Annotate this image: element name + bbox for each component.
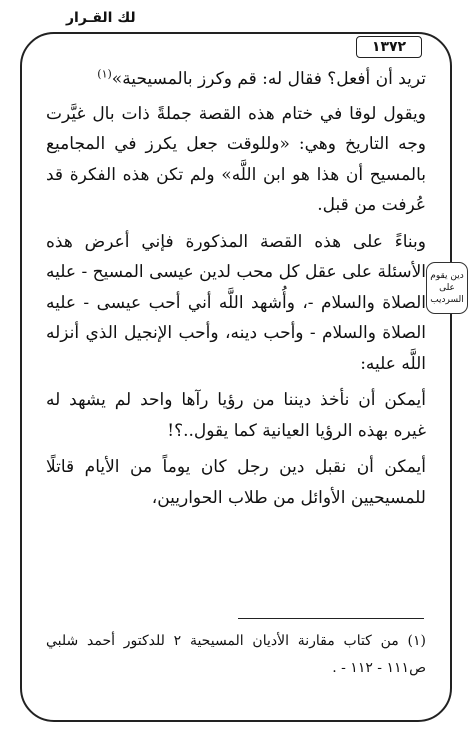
running-header-title: لك القـرار [62, 10, 140, 26]
margin-note-line-2: على [439, 283, 455, 293]
paragraph-5: أيمكن أن نقبل دين رجل كان يوماً من الأيام قاتلًا للمسيحيين الأوائل من طلاب الحواريين، [46, 457, 426, 508]
margin-note-line-3: السرديب [430, 295, 464, 305]
paragraph-4: أيمكن أن نأخذ ديننا من رؤيا رآها واحد لم يشهد له غيره بهذه الرؤيا العيانية كما يقول..؟! [46, 390, 426, 441]
footnote-divider [238, 618, 424, 619]
page-number: ١٣٧٢ [356, 36, 422, 58]
main-text [46, 64, 426, 519]
paragraph-2: ويقول لوقا في ختام هذه القصة جملةً ذات بال غيَّرت وجه التاريخ وهي: «وللوقت جعل يكرز في المجاميع بالمسيح أن هذا هو ابن اللَّه» ولم تكن هذه الفكرة قد عُرفت من قبل. [46, 103, 426, 215]
margin-note [426, 262, 468, 314]
margin-note-line-1: دين يقوم [430, 271, 464, 281]
paragraph-1-text: تريد أن أفعل؟ فقال له: قم وكرز بالمسيحية» [111, 69, 426, 89]
footnote-reference: (١) [97, 67, 112, 81]
footnote: (١) من كتاب مقارنة الأديان المسيحية ٢ للدكتور أحمد شلبي ص١١١ - ١١٢ - . [46, 633, 426, 676]
paragraph-1 [46, 64, 426, 95]
paragraph-3: وبناءً على هذه القصة المذكورة فإني أعرض هذه الأسئلة على عقل كل محب لدين عيسى المسيح - عليه الصلاة والسلام -، وأُشهد اللَّه أني أحب عيسى - عليه الصلاة والسلام - وأحب دينه، وأحب الإنجيل الذي أنزله اللَّه عليه: [46, 231, 426, 374]
